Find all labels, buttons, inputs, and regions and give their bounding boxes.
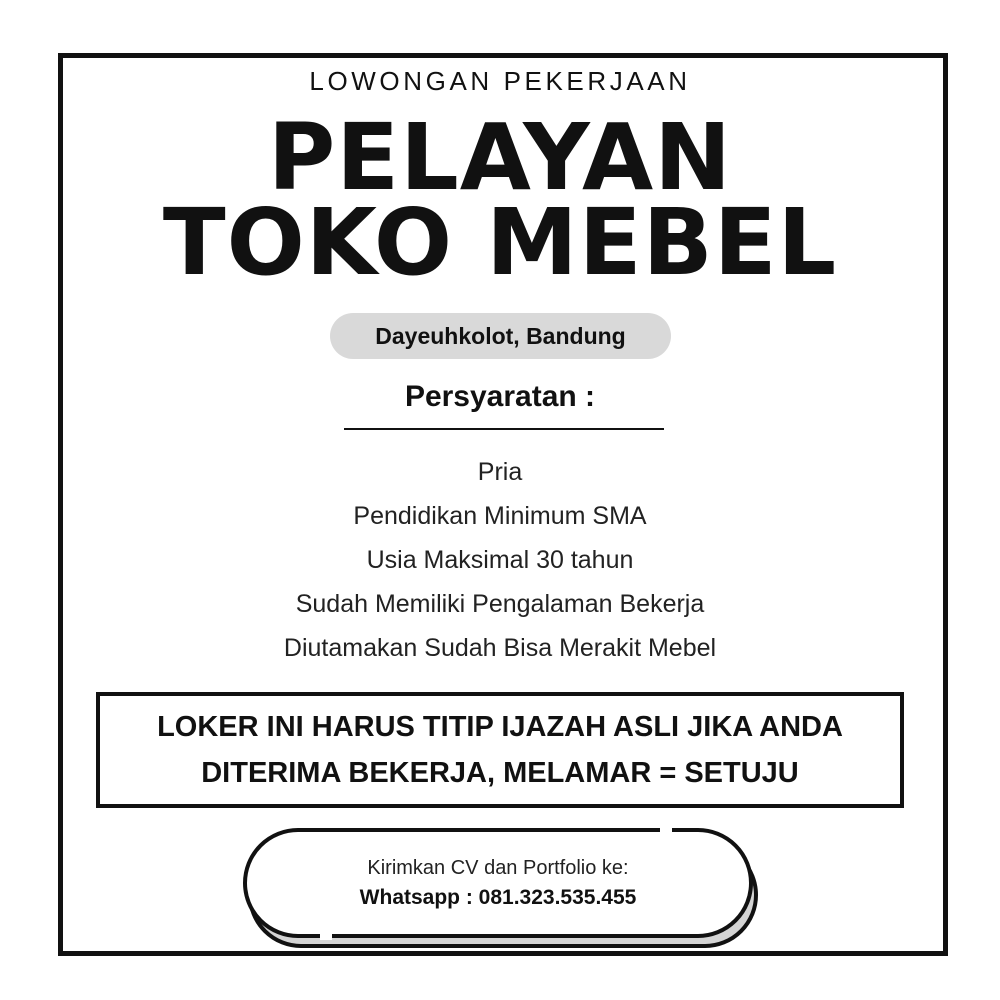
requirement-item: Pria	[477, 458, 523, 486]
job-title-line-2: TOKO MEBEL	[162, 189, 838, 296]
requirement-item: Usia Maksimal 30 tahun	[366, 546, 634, 574]
requirement-item: Diutamakan Sudah Bisa Merakit Mebel	[283, 634, 717, 662]
contact-label: Kirimkan CV dan Portfolio ke:	[367, 857, 629, 879]
notice-box	[96, 692, 904, 808]
poster-overline: LOWONGAN PEKERJAAN	[309, 66, 691, 96]
requirements-divider	[344, 428, 664, 430]
job-title-line-1: PELAYAN	[267, 104, 733, 211]
requirements-list	[0, 450, 1000, 670]
requirement-item: Sudah Memiliki Pengalaman Bekerja	[295, 590, 705, 618]
whatsapp-contact[interactable]: Whatsapp : 081.323.535.455	[359, 886, 637, 909]
requirement-item: Pendidikan Minimum SMA	[353, 502, 647, 530]
card-outline-gap	[660, 826, 672, 834]
card-outline-gap	[320, 932, 332, 940]
contact-card	[243, 828, 753, 938]
notice-line-1: LOKER INI HARUS TITIP IJAZAH ASLI JIKA ANDA	[157, 711, 843, 743]
location-badge	[330, 313, 671, 359]
location-text: Dayeuhkolot, Bandung	[375, 322, 626, 349]
requirements-heading: Persyaratan :	[404, 380, 596, 413]
notice-line-2: DITERIMA BEKERJA, MELAMAR = SETUJU	[201, 757, 799, 789]
